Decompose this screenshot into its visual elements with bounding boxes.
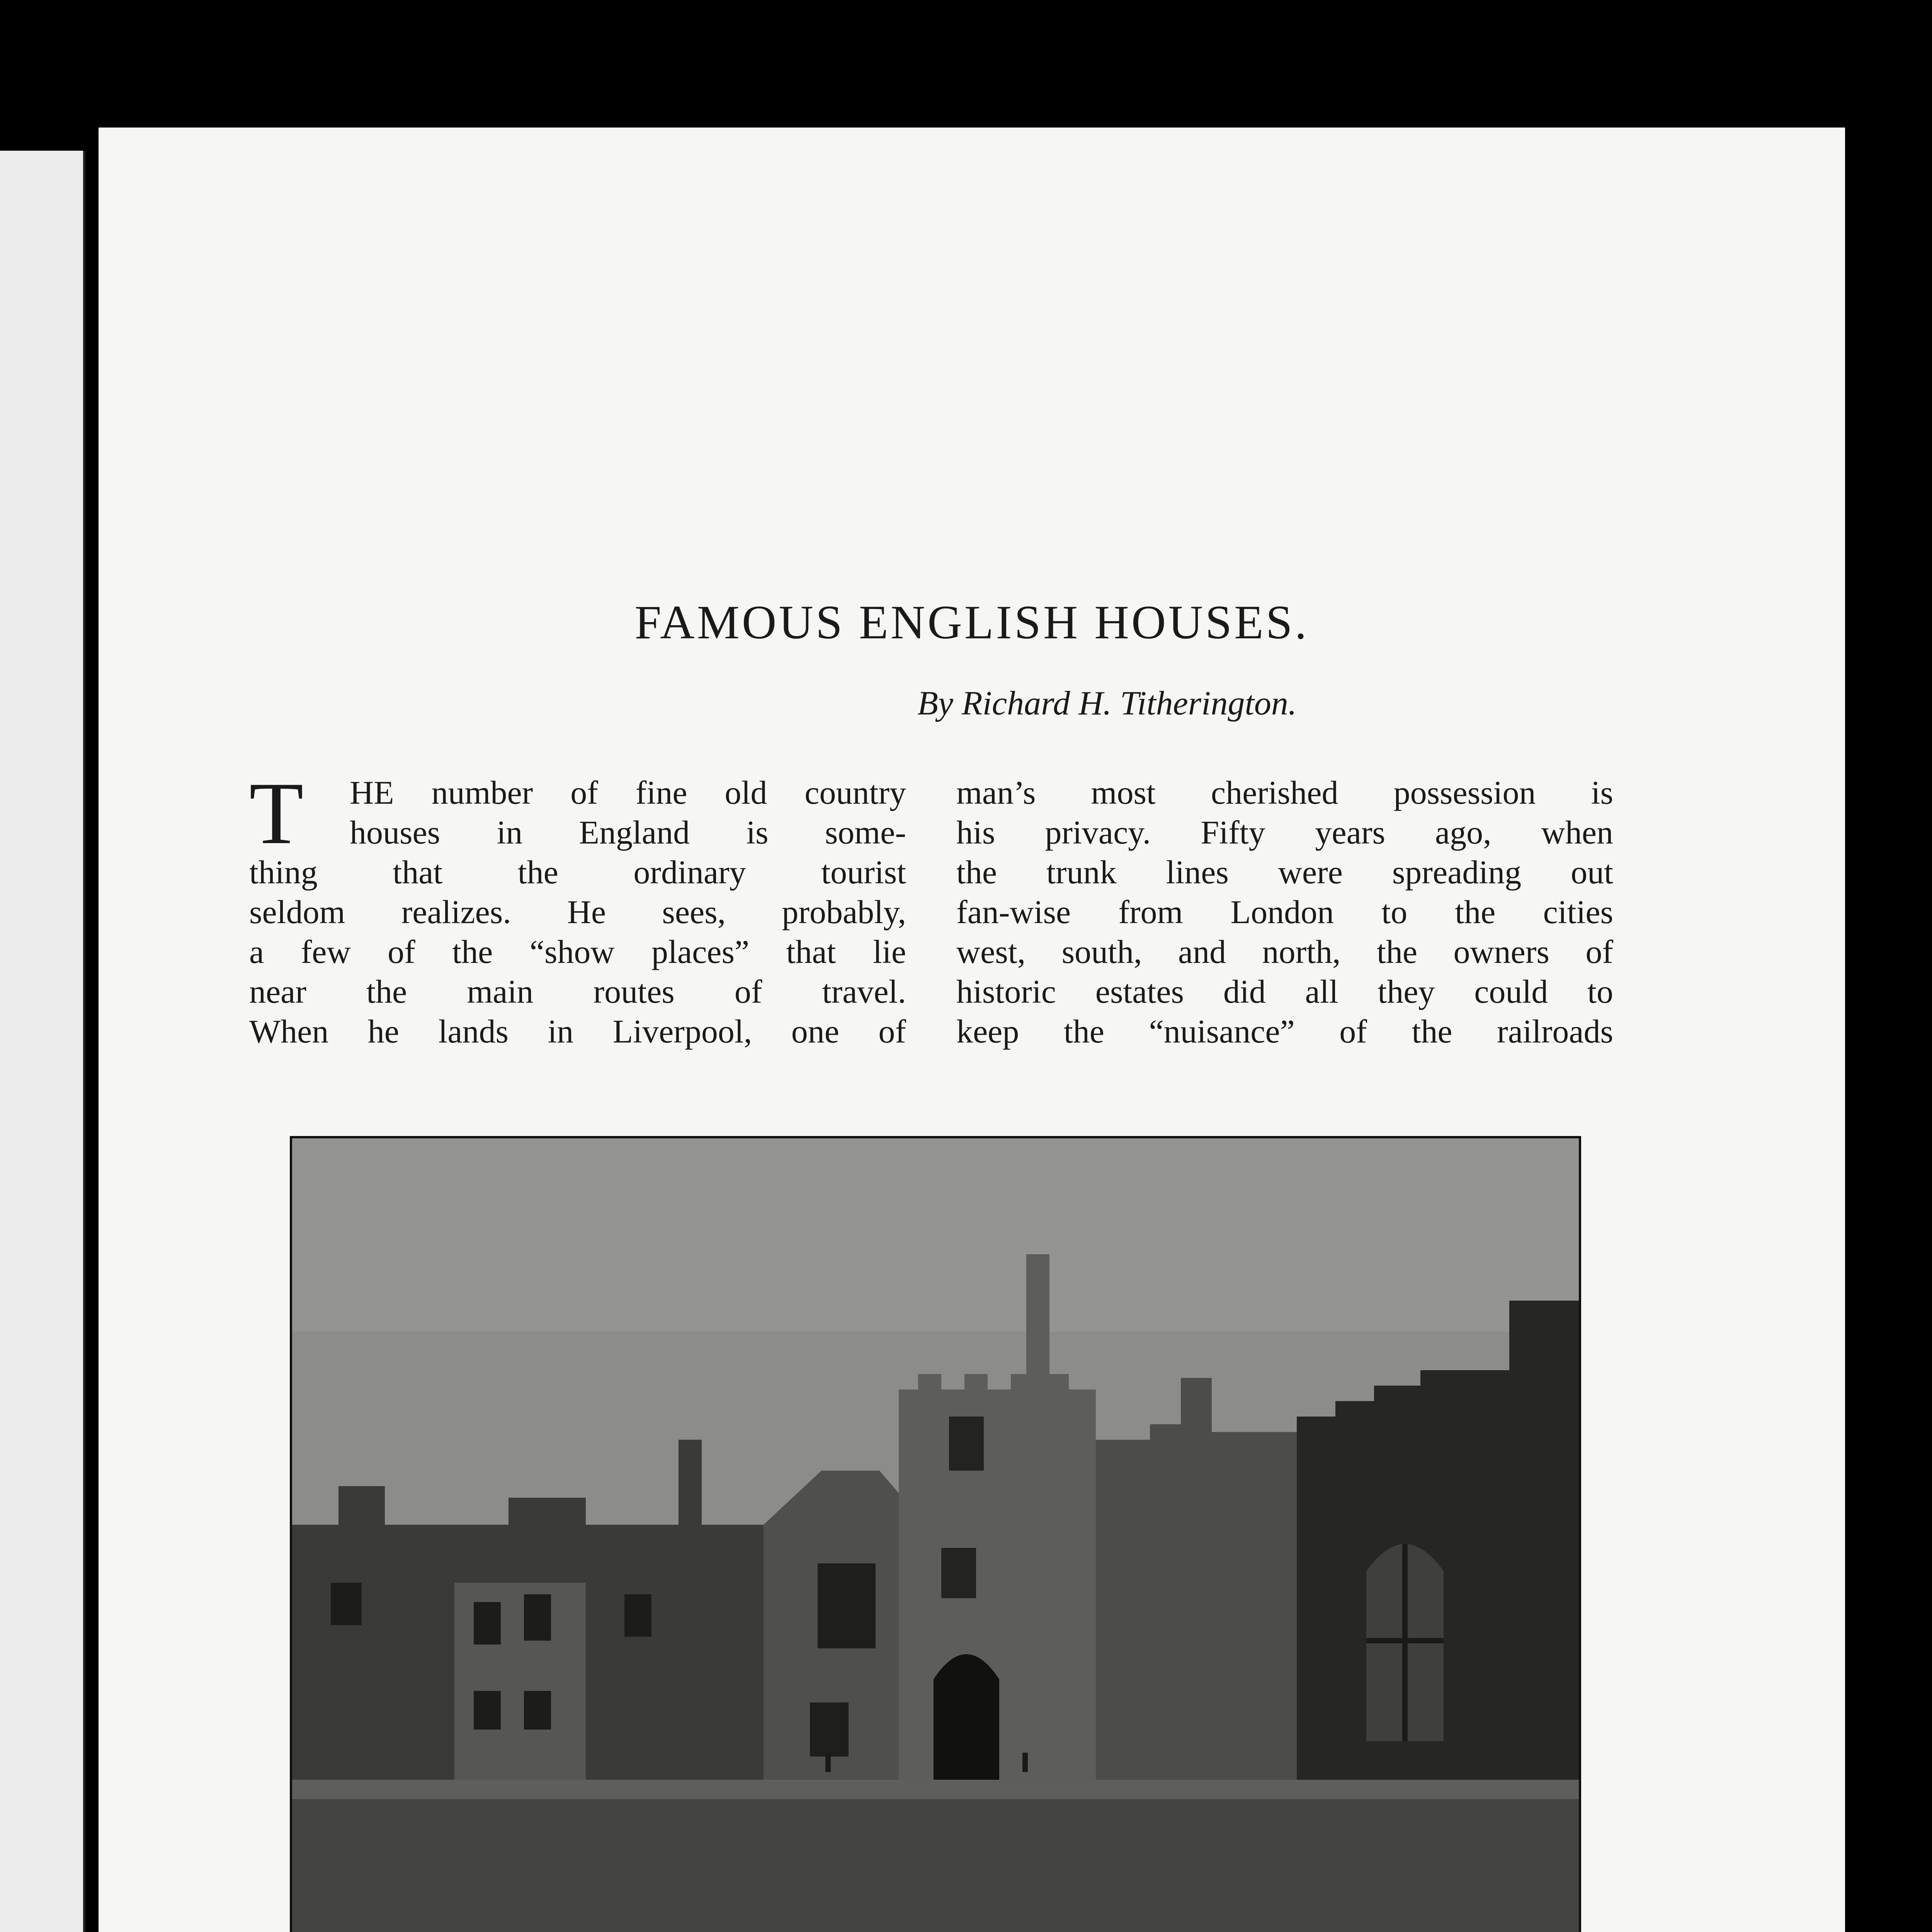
text-line: thing that the ordinary tourist [249,854,906,891]
column-top-right [956,773,1613,1051]
text-line: historic estates did all they could to [956,973,1613,1010]
text-line: his privacy. Fifty years ago, when [956,814,1613,851]
haddon-hall-photo [290,1136,1581,1932]
text-line: When he lands in Liverpool, one of [249,1013,906,1050]
column-top-left [249,764,906,1051]
previous-page-edge [0,151,85,1932]
article-title: FAMOUS ENGLISH HOUSES. [634,596,1309,649]
text-line: a few of the “show places” that lie [249,933,906,970]
text-line: near the main routes of travel. [249,973,906,1010]
text-line: fan-wise from London to the cities [956,893,1613,930]
haddon-hall-illustration [292,1138,1579,1932]
text-line: HE number of fine old country [350,774,906,811]
text-line: seldom realizes. He sees, probably, [249,893,906,930]
text-line: man’s most cherished possession is [956,774,1613,811]
text-line: keep the “nuisance” of the railroads [956,1013,1613,1050]
magazine-page [99,128,1845,1932]
drop-cap: T [249,764,304,862]
text-line: houses in England is some- [350,814,906,851]
text-line: west, south, and north, the owners of [956,933,1613,970]
article-byline: By Richard H. Titherington. [917,685,1297,722]
text-line: the trunk lines were spreading out [956,854,1613,891]
